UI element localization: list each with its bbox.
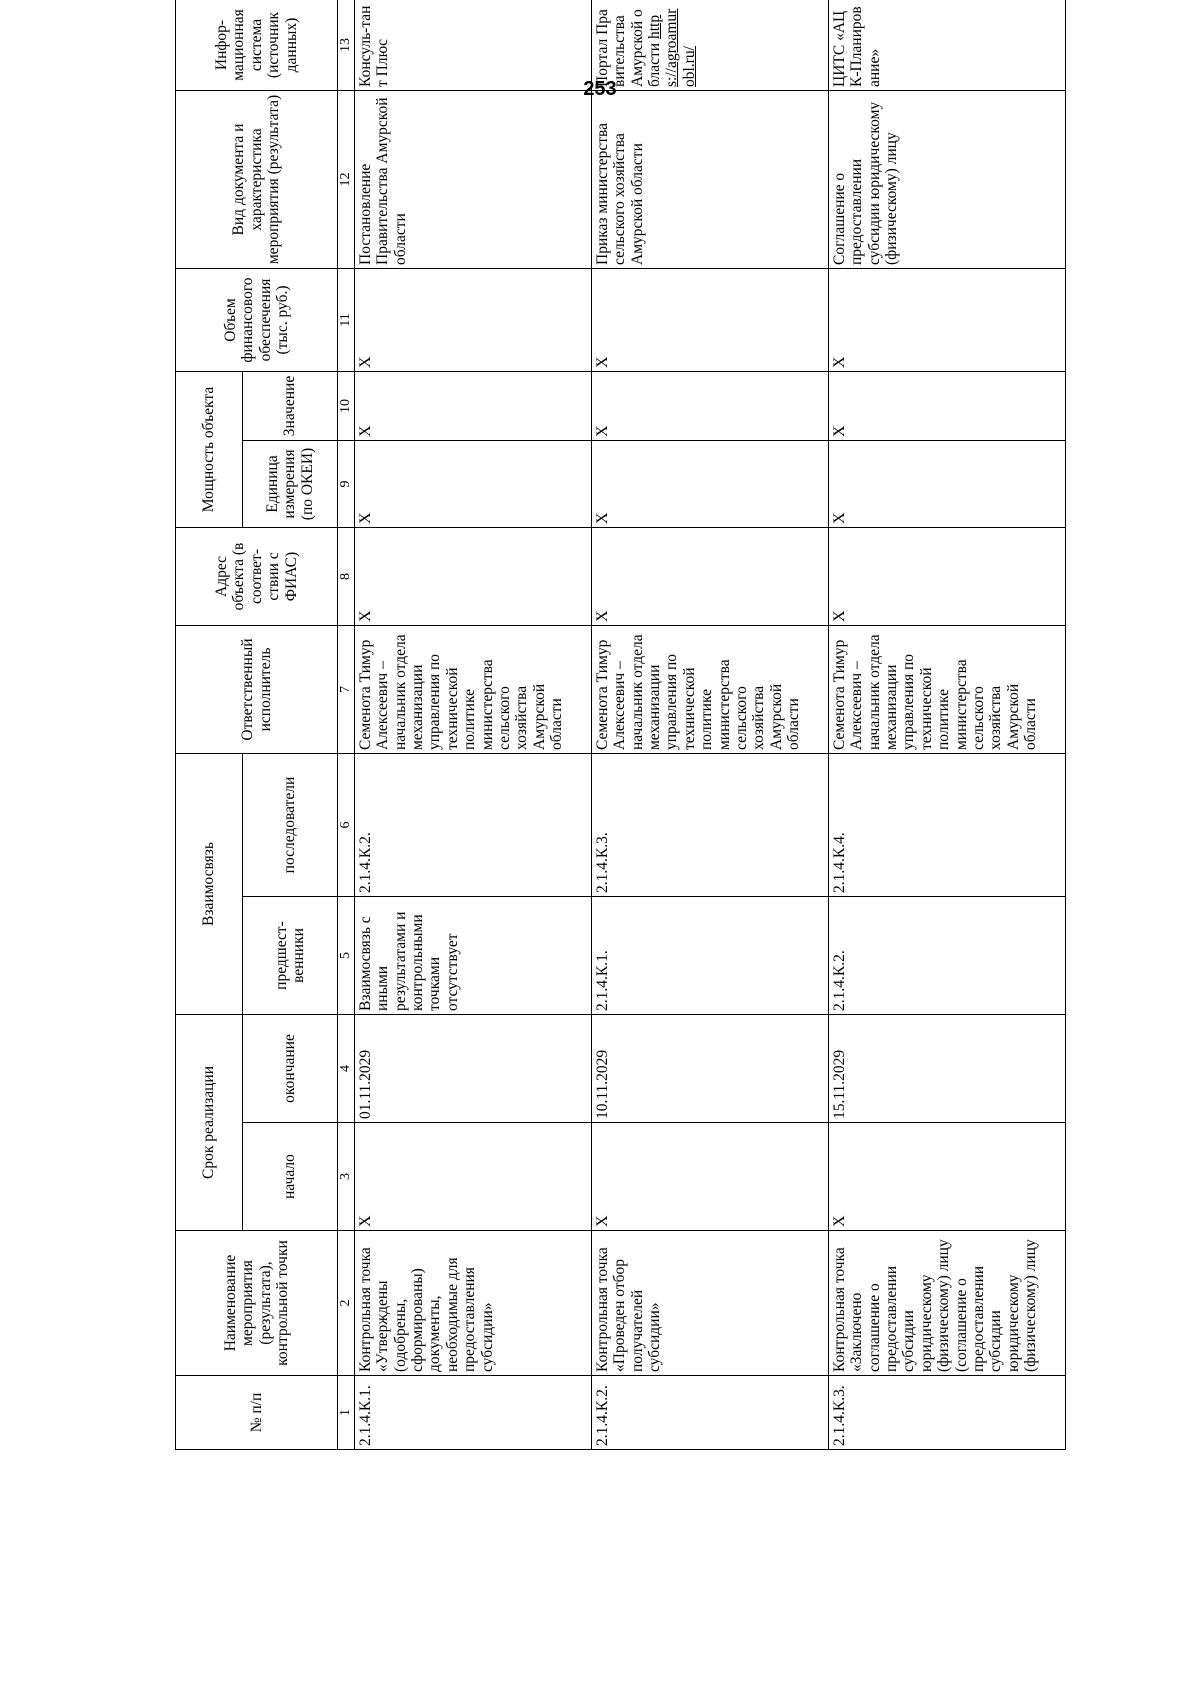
plan-table: [175, 0, 1066, 1450]
row-address: X: [355, 528, 592, 626]
column-number: 7: [338, 626, 355, 754]
header-successors: последователи: [243, 754, 338, 897]
column-number: 5: [338, 897, 355, 1015]
column-number: 11: [338, 269, 355, 372]
column-number: 8: [338, 528, 355, 626]
row-address: X: [829, 528, 1066, 626]
row-finance: X: [829, 269, 1066, 372]
row-unit: X: [355, 441, 592, 528]
row-name: Контрольная точка «Проведен отбор получателей субсидии»: [592, 1231, 829, 1376]
column-number: 1: [338, 1376, 355, 1450]
row-responsible: Семенота Тимур Алексеевич – начальник отдела механизации управления по технической политике министерства сельского хозяйства Амурской области: [592, 626, 829, 754]
row-info-system-link[interactable]: https://agroamurobl.ru/: [646, 8, 698, 87]
header-start: начало: [243, 1123, 338, 1231]
row-info-system-text: Портал Правительства Амурской области: [594, 9, 664, 87]
page-number: 253: [583, 78, 617, 100]
row-name: Контрольная точка «Заключено соглашение о предоставлении субсидии юридическому (физическому) лицу (соглашение о предоставлении субсидии юридическому (физическому) лицу: [829, 1231, 1066, 1376]
header-end: окончание: [243, 1015, 338, 1123]
row-predecessors: 2.1.4.К.1.: [592, 897, 829, 1015]
row-num: 2.1.4.К.2.: [592, 1376, 829, 1450]
column-number: 9: [338, 441, 355, 528]
row-end: 01.11.2029: [355, 1015, 592, 1123]
header-link: Взаимосвязь: [176, 754, 243, 1015]
row-finance: X: [355, 269, 592, 372]
row-info-system-text: Консуль-тант Плюс: [357, 5, 392, 87]
row-successors: 2.1.4.К.3.: [592, 754, 829, 897]
row-successors: 2.1.4.К.4.: [829, 754, 1066, 897]
row-value: X: [592, 372, 829, 441]
header-value: Значение: [243, 372, 338, 441]
column-number: 13: [338, 0, 355, 91]
row-document: Постановление Правительства Амурской области: [355, 91, 592, 269]
row-document: Приказ министерства сельского хозяйства Амурской области: [592, 91, 829, 269]
table-row: [355, 0, 592, 1450]
rotated-table-container: [175, 0, 1095, 1450]
row-info-system: [829, 0, 1066, 91]
column-number: 12: [338, 91, 355, 269]
header-period: Срок реализации: [176, 1015, 243, 1231]
row-successors: 2.1.4.К.2.: [355, 754, 592, 897]
column-number: 6: [338, 754, 355, 897]
row-document: Соглашение о предоставлении субсидии юридическому (физическому) лицу: [829, 91, 1066, 269]
header-finance: Объем финансового обеспечения (тыс. руб.): [176, 269, 338, 372]
row-unit: X: [829, 441, 1066, 528]
row-end: 15.11.2029: [829, 1015, 1066, 1123]
row-start: X: [592, 1123, 829, 1231]
row-unit: X: [592, 441, 829, 528]
column-number: 2: [338, 1231, 355, 1376]
column-number: 3: [338, 1123, 355, 1231]
row-responsible: Семенота Тимур Алексеевич – начальник отдела механизации управления по технической политике министерства сельского хозяйства Амурской области: [829, 626, 1066, 754]
header-predecessors: предшест-венники: [243, 897, 338, 1015]
header-document: Вид документа и характеристика мероприятия (результата): [176, 91, 338, 269]
row-finance: X: [592, 269, 829, 372]
header-row-1: [176, 0, 243, 1450]
header-capacity: Мощность объекта: [176, 372, 243, 528]
row-name: Контрольная точка «Утверждены (одобрены, сформированы) документы, необходимые для предоставления субсидии»: [355, 1231, 592, 1376]
table-row: [829, 0, 1066, 1450]
row-end: 10.11.2029: [592, 1015, 829, 1123]
column-number: 4: [338, 1015, 355, 1123]
header-responsible: Ответственный исполнитель: [176, 626, 338, 754]
row-responsible: Семенота Тимур Алексеевич – начальник отдела механизации управления по технической политике министерства сельского хозяйства Амурской области: [355, 626, 592, 754]
row-num: 2.1.4.К.1.: [355, 1376, 592, 1450]
table-row: [592, 0, 829, 1450]
row-value: X: [355, 372, 592, 441]
row-predecessors: 2.1.4.К.2.: [829, 897, 1066, 1015]
row-address: X: [592, 528, 829, 626]
column-numbers-row: [338, 0, 355, 1450]
row-info-system-text: ЦИТС «АЦК-Планирование»: [831, 6, 883, 87]
row-predecessors: Взаимосвязь с иными результатами и контрольными точками отсутствует: [355, 897, 592, 1015]
column-number: 10: [338, 372, 355, 441]
header-address: Адрес объекта (в соответ-ствии с ФИАС): [176, 528, 338, 626]
row-value: X: [829, 372, 1066, 441]
row-num: 2.1.4.К.3.: [829, 1376, 1066, 1450]
header-info-system: Инфор-мационная система (источник данных): [176, 0, 338, 91]
row-info-system: [592, 0, 829, 91]
row-start: X: [829, 1123, 1066, 1231]
header-unit: Единица измерения (по ОКЕИ): [243, 441, 338, 528]
header-num: № п/п: [176, 1376, 338, 1450]
row-info-system: [355, 0, 592, 91]
row-start: X: [355, 1123, 592, 1231]
header-name: Наименование мероприятия (результата), контрольной точки: [176, 1231, 338, 1376]
